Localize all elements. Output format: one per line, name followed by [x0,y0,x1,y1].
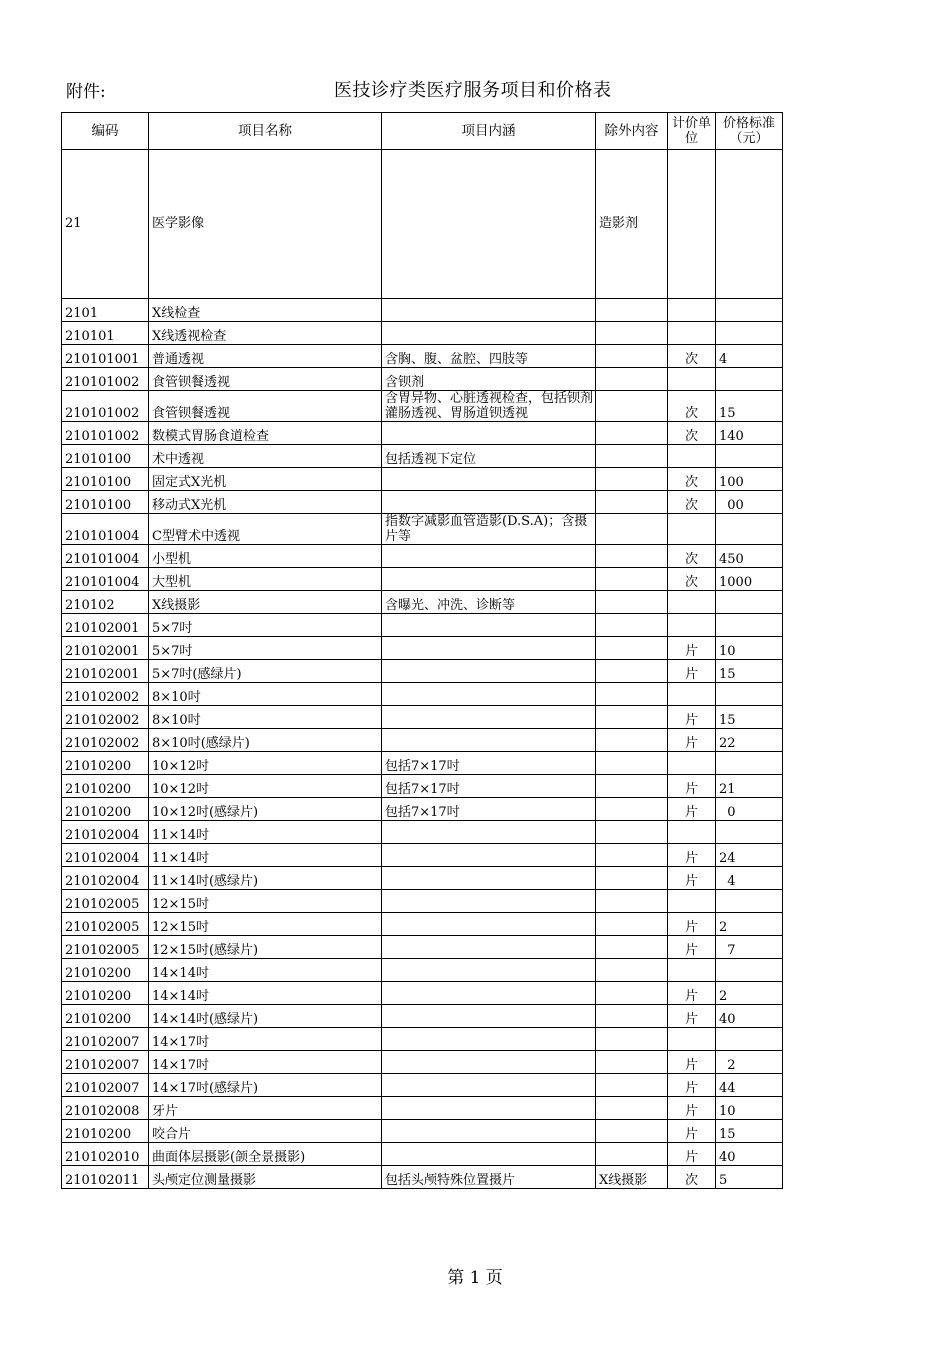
header-row [62,113,783,150]
cell-price [716,514,783,545]
cell-code: 21010200 [62,959,149,982]
cell-unit [668,368,716,391]
cell-name: 12×15吋 [149,890,382,913]
cell-content [382,890,596,913]
cell-content [382,1005,596,1028]
cell-unit [668,322,716,345]
cell-content [382,545,596,568]
cell-content [382,867,596,890]
cell-content: 含曝光、冲洗、诊断等 [382,591,596,614]
cell-code: 21010200 [62,1120,149,1143]
cell-exclude [596,706,668,729]
header-exclude: 除外内容 [596,113,668,150]
cell-price: 450 [716,545,783,568]
table-row [62,890,783,913]
table-row [62,322,783,345]
cell-name: 10×12吋 [149,775,382,798]
cell-name: 14×14吋(感绿片) [149,1005,382,1028]
cell-name: 移动式X光机 [149,491,382,514]
cell-unit [668,445,716,468]
cell-code: 210102010 [62,1143,149,1166]
cell-content [382,959,596,982]
table-row [62,545,783,568]
table-row [62,1143,783,1166]
cell-code: 21010100 [62,491,149,514]
attachment-label: 附件: [66,82,106,102]
cell-code: 210102004 [62,867,149,890]
cell-price: 0 [716,798,783,821]
cell-code: 210101004 [62,568,149,591]
table-row [62,491,783,514]
cell-code: 210102002 [62,706,149,729]
cell-content [382,729,596,752]
cell-exclude [596,729,668,752]
cell-code: 210101004 [62,514,149,545]
cell-code: 210102005 [62,936,149,959]
table-row [62,844,783,867]
cell-price: 10 [716,637,783,660]
cell-unit: 片 [668,844,716,867]
cell-content [382,1051,596,1074]
cell-price: 2 [716,982,783,1005]
cell-unit [668,614,716,637]
cell-exclude [596,913,668,936]
cell-exclude [596,752,668,775]
cell-price [716,591,783,614]
cell-price: 15 [716,391,783,422]
cell-name: 8×10吋 [149,706,382,729]
cell-name: X线透视检查 [149,322,382,345]
cell-price: 40 [716,1005,783,1028]
cell-content: 包括7×17吋 [382,775,596,798]
cell-price: 140 [716,422,783,445]
cell-content [382,468,596,491]
table-row [62,706,783,729]
table-row [62,422,783,445]
cell-code: 210101002 [62,391,149,422]
cell-unit: 次 [668,1166,716,1189]
cell-exclude [596,982,668,1005]
cell-code: 210102004 [62,844,149,867]
table-row [62,729,783,752]
cell-code: 210102004 [62,821,149,844]
header-unit: 计价单位 [668,113,716,150]
cell-content [382,1074,596,1097]
cell-exclude [596,368,668,391]
table-row [62,752,783,775]
cell-name: 普通透视 [149,345,382,368]
cell-price [716,322,783,345]
cell-exclude [596,568,668,591]
cell-price [716,683,783,706]
cell-content [382,660,596,683]
cell-price: 2 [716,1051,783,1074]
table-row [62,637,783,660]
cell-exclude [596,867,668,890]
cell-unit: 次 [668,468,716,491]
cell-code: 210102007 [62,1028,149,1051]
cell-unit [668,821,716,844]
cell-name: 食管钡餐透视 [149,391,382,422]
cell-exclude [596,468,668,491]
cell-name: C型臂术中透视 [149,514,382,545]
cell-price [716,1028,783,1051]
table-row [62,1074,783,1097]
table-row [62,445,783,468]
cell-unit: 片 [668,936,716,959]
cell-exclude [596,1143,668,1166]
cell-exclude [596,299,668,322]
table-row [62,391,783,422]
cell-content [382,1120,596,1143]
cell-content: 包括透视下定位 [382,445,596,468]
cell-name: 8×10吋 [149,683,382,706]
cell-price: 21 [716,775,783,798]
cell-price [716,445,783,468]
header-price: 价格标准（元） [716,113,783,150]
cell-content [382,150,596,299]
document-title: 医技诊疗类医疗服务项目和价格表 [334,80,612,101]
table-row [62,775,783,798]
table-row [62,614,783,637]
cell-price: 44 [716,1074,783,1097]
cell-name: 医学影像 [149,150,382,299]
cell-code: 21010200 [62,775,149,798]
cell-name: 14×14吋 [149,982,382,1005]
cell-price: 5 [716,1166,783,1189]
cell-code: 210102001 [62,614,149,637]
cell-name: 食管钡餐透视 [149,368,382,391]
cell-exclude [596,775,668,798]
cell-exclude [596,959,668,982]
table-row [62,1120,783,1143]
cell-price [716,890,783,913]
cell-name: 11×14吋(感绿片) [149,867,382,890]
cell-content: 含胸、腹、盆腔、四肢等 [382,345,596,368]
cell-exclude [596,1005,668,1028]
cell-unit: 片 [668,982,716,1005]
cell-exclude [596,614,668,637]
cell-unit: 片 [668,1051,716,1074]
cell-code: 210102002 [62,729,149,752]
cell-price: 15 [716,660,783,683]
cell-code: 210102001 [62,637,149,660]
cell-exclude [596,821,668,844]
table-row [62,959,783,982]
cell-exclude [596,514,668,545]
cell-unit [668,890,716,913]
table-row [62,936,783,959]
cell-name: 12×15吋 [149,913,382,936]
cell-unit: 次 [668,422,716,445]
cell-exclude [596,1028,668,1051]
cell-unit: 次 [668,491,716,514]
cell-name: 数模式胃肠食道检查 [149,422,382,445]
cell-price: 7 [716,936,783,959]
cell-content: 包括7×17吋 [382,798,596,821]
page-footer: 第 1 页 [447,1268,503,1288]
cell-unit: 片 [668,729,716,752]
cell-price: 10 [716,1097,783,1120]
cell-content [382,422,596,445]
cell-unit: 片 [668,706,716,729]
table-row [62,1005,783,1028]
cell-unit: 片 [668,775,716,798]
cell-price: 4 [716,867,783,890]
cell-unit: 次 [668,391,716,422]
cell-price: 22 [716,729,783,752]
cell-code: 210102002 [62,683,149,706]
table-row [62,345,783,368]
table-row [62,982,783,1005]
cell-code: 21010100 [62,468,149,491]
cell-unit: 片 [668,798,716,821]
cell-name: 5×7吋 [149,637,382,660]
cell-code: 21010200 [62,798,149,821]
cell-name: 牙片 [149,1097,382,1120]
table-row [62,468,783,491]
cell-content [382,322,596,345]
cell-name: 14×17吋 [149,1028,382,1051]
cell-price [716,150,783,299]
cell-content [382,637,596,660]
cell-content: 包括7×17吋 [382,752,596,775]
price-table [61,112,783,1189]
cell-code: 21010200 [62,752,149,775]
table-row [62,1028,783,1051]
cell-name: 14×17吋 [149,1051,382,1074]
cell-code: 210102 [62,591,149,614]
cell-exclude [596,491,668,514]
cell-unit: 片 [668,1143,716,1166]
cell-content: 指数字减影血管造影(D.S.A)；含摄片等 [382,514,596,545]
cell-name: 术中透视 [149,445,382,468]
table-row [62,591,783,614]
cell-code: 21010200 [62,1005,149,1028]
cell-price [716,614,783,637]
cell-unit [668,299,716,322]
cell-exclude [596,545,668,568]
table-row [62,514,783,545]
cell-price [716,821,783,844]
table-row [62,1051,783,1074]
cell-content [382,568,596,591]
cell-price: 1000 [716,568,783,591]
cell-exclude [596,890,668,913]
cell-price [716,752,783,775]
cell-price: 100 [716,468,783,491]
cell-code: 2101 [62,299,149,322]
cell-code: 210102007 [62,1051,149,1074]
cell-exclude [596,936,668,959]
cell-code: 210101 [62,322,149,345]
header-code: 编码 [62,113,149,150]
cell-code: 210102011 [62,1166,149,1189]
cell-content: 包括头颅特殊位置摄片 [382,1166,596,1189]
table-row [62,568,783,591]
cell-unit [668,514,716,545]
cell-name: 14×14吋 [149,959,382,982]
cell-content [382,614,596,637]
cell-unit: 片 [668,1097,716,1120]
cell-exclude: X线摄影 [596,1166,668,1189]
cell-price [716,368,783,391]
cell-name: 咬合片 [149,1120,382,1143]
cell-unit [668,591,716,614]
cell-exclude [596,345,668,368]
cell-price [716,959,783,982]
cell-name: 5×7吋 [149,614,382,637]
cell-content [382,299,596,322]
cell-content [382,1143,596,1166]
cell-exclude [596,322,668,345]
cell-content [382,1097,596,1120]
table-row [62,1097,783,1120]
cell-content [382,844,596,867]
cell-unit: 片 [668,1120,716,1143]
table-row [62,913,783,936]
cell-unit: 次 [668,545,716,568]
cell-price: 15 [716,1120,783,1143]
cell-exclude [596,391,668,422]
cell-price [716,299,783,322]
cell-exclude [596,660,668,683]
cell-price: 00 [716,491,783,514]
cell-exclude [596,1097,668,1120]
cell-content [382,982,596,1005]
cell-name: 14×17吋(感绿片) [149,1074,382,1097]
cell-code: 210101004 [62,545,149,568]
cell-unit [668,150,716,299]
cell-content [382,821,596,844]
cell-price: 40 [716,1143,783,1166]
cell-price: 2 [716,913,783,936]
cell-unit: 片 [668,1074,716,1097]
cell-unit [668,959,716,982]
cell-code: 210101002 [62,368,149,391]
cell-name: 5×7吋(感绿片) [149,660,382,683]
cell-name: 8×10吋(感绿片) [149,729,382,752]
cell-name: X线摄影 [149,591,382,614]
table-row [62,660,783,683]
cell-unit [668,752,716,775]
cell-code: 210102005 [62,913,149,936]
cell-code: 21 [62,150,149,299]
table-row [62,683,783,706]
cell-code: 21010100 [62,445,149,468]
cell-unit: 次 [668,345,716,368]
header-name: 项目名称 [149,113,382,150]
cell-unit [668,683,716,706]
cell-code: 21010200 [62,982,149,1005]
cell-content [382,706,596,729]
cell-exclude [596,844,668,867]
cell-exclude [596,798,668,821]
cell-code: 210102007 [62,1074,149,1097]
cell-unit: 片 [668,637,716,660]
cell-price: 4 [716,345,783,368]
cell-content [382,683,596,706]
cell-content [382,913,596,936]
cell-content: 含钡剂 [382,368,596,391]
cell-name: 12×15吋(感绿片) [149,936,382,959]
cell-name: 曲面体层摄影(颌全景摄影) [149,1143,382,1166]
cell-exclude: 造影剂 [596,150,668,299]
cell-exclude [596,422,668,445]
cell-exclude [596,1120,668,1143]
cell-unit: 片 [668,867,716,890]
cell-price: 24 [716,844,783,867]
cell-name: 10×12吋 [149,752,382,775]
cell-name: 固定式X光机 [149,468,382,491]
table-row [62,798,783,821]
cell-unit [668,1028,716,1051]
cell-price: 15 [716,706,783,729]
cell-code: 210102005 [62,890,149,913]
header-content: 项目内涵 [382,113,596,150]
cell-name: 10×12吋(感绿片) [149,798,382,821]
cell-code: 210101001 [62,345,149,368]
cell-name: 小型机 [149,545,382,568]
table-row [62,1166,783,1189]
cell-content [382,1028,596,1051]
table-row [62,299,783,322]
cell-unit: 片 [668,913,716,936]
cell-code: 210101002 [62,422,149,445]
cell-name: 头颅定位测量摄影 [149,1166,382,1189]
cell-code: 210102001 [62,660,149,683]
table-row [62,821,783,844]
cell-exclude [596,1051,668,1074]
cell-exclude [596,683,668,706]
cell-exclude [596,591,668,614]
cell-code: 210102008 [62,1097,149,1120]
cell-content [382,936,596,959]
table-row [62,150,783,299]
cell-name: 大型机 [149,568,382,591]
cell-name: X线检查 [149,299,382,322]
cell-name: 11×14吋 [149,821,382,844]
cell-name: 11×14吋 [149,844,382,867]
cell-unit: 片 [668,660,716,683]
cell-exclude [596,1074,668,1097]
cell-content: 含胃异物、心脏透视检查，包括钡剂灌肠透视、胃肠道钡透视 [382,391,596,422]
cell-exclude [596,445,668,468]
cell-exclude [596,637,668,660]
table-row [62,867,783,890]
cell-content [382,491,596,514]
table-row [62,368,783,391]
cell-unit: 片 [668,1005,716,1028]
cell-unit: 次 [668,568,716,591]
